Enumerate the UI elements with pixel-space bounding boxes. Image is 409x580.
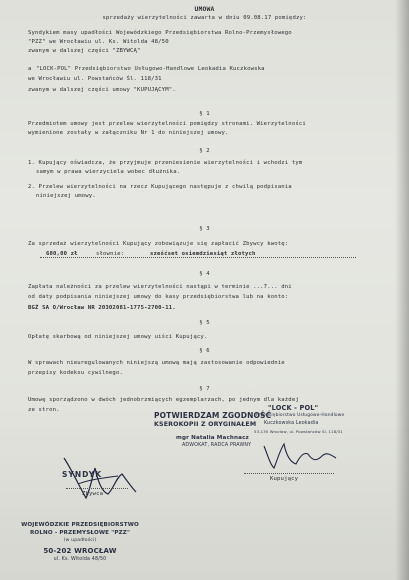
section-3-line-1: Za sprzedaż wierzytelności Kupujący zobowiązuje się zapłacić Zbywcy kwotę: xyxy=(28,241,289,247)
section-5-title: § 5 xyxy=(199,320,210,326)
seller-company-line-5: ul. Ks. Witolda 48/50 xyxy=(53,557,107,562)
section-7-line-2: ze stron. xyxy=(28,407,60,413)
section-2-item-1-line-1: 1. Kupujący oświadcza, że przyjmuje przeniesienie wierzytelności i wchodzi tym xyxy=(28,160,303,166)
page-shadow xyxy=(395,0,409,580)
section-4-line-1: Zapłata należności za przelew wierzytelności nastąpi w terminie ...7... dni xyxy=(28,284,292,290)
section-1-title: § 1 xyxy=(199,111,210,117)
seller-line-3: zwanym w dalszej części "ZBYWCĄ" xyxy=(28,48,141,54)
seller-signature-line xyxy=(66,488,128,489)
buyer-line-2: we Wrocławiu ul. Powstańców Śl. 118/31 xyxy=(28,76,162,82)
section-2-item-2-line-2: niniejszej umowy. xyxy=(36,193,96,199)
section-6-line-2: przepisy kodeksu cywilnego. xyxy=(28,370,123,376)
syndyk-stamp-title: SYNDYK xyxy=(62,470,103,479)
price-words-label: słownie: xyxy=(96,251,125,257)
lock-pol-stamp-line-2: Kuczkowska Leokadia xyxy=(264,421,319,426)
section-7-line-1: Umowę sporządzono w dwóch jednobrzmiących egzemplarzach, po jednym dla każdej xyxy=(28,397,299,403)
seller-company-line-3: (w upadłości) xyxy=(63,538,97,543)
certify-line-1: POTWIERDZAM ZGODNOŚĆ xyxy=(154,411,272,420)
section-1-line-2: wymienione zostały w załączniku Nr 1 do niniejszej umowy. xyxy=(28,130,229,136)
section-6-title: § 6 xyxy=(199,348,210,354)
price-amount: 680,00 zł xyxy=(46,251,78,257)
buyer-line-1: "LOCK-POL" Przedsiębiorstwo Usługowo-Handlowe Leokadia Kuczkowska xyxy=(36,66,265,72)
lock-pol-stamp-title: "LOCK - POL" xyxy=(268,404,319,412)
seller-company-line-1: WOJEWÓDZKIE PRZEDSIĘBIORSTWO xyxy=(21,522,139,528)
lock-pol-stamp-line-3: 53-135 Wrocław, ul. Powstańców Śl. 118/31 xyxy=(254,429,343,434)
section-2-title: § 2 xyxy=(199,148,210,154)
price-dotted-line xyxy=(40,257,356,258)
section-2-item-2-line-1: 2. Przelew wierzytelności na rzecz Kupującego następuje z chwilą podpisania xyxy=(28,184,292,190)
seller-caption: Zbywca xyxy=(82,491,104,497)
seller-signature xyxy=(58,448,138,510)
section-2-item-1-line-2: samym w prawa wierzyciela wobec dłużnika. xyxy=(36,169,181,175)
conjunction-a: a xyxy=(28,66,32,72)
certify-line-2: KSEROKOPII Z ORYGINAŁEM xyxy=(154,421,257,428)
section-4-line-2: od daty podpisania niniejszej umowy do kasy przedsiębiorstwa lub na konto: xyxy=(28,294,289,300)
price-in-words: sześćset osiemdziesiąt złotych xyxy=(150,251,256,257)
lawyer-title: ADWOKAT, RADCA PRAWNY xyxy=(182,443,252,448)
lawyer-name: mgr Natalia Machnacz xyxy=(176,435,249,441)
document-title: UMOWA xyxy=(194,5,215,13)
seller-company-line-2: ROLNO - PRZEMYSŁOWE "PZZ" xyxy=(29,530,131,536)
section-4-title: § 4 xyxy=(199,271,210,277)
bank-account: BGŻ SA O/Wrocław NR 20302081-1775-2700-11. xyxy=(28,305,176,311)
seller-line-1: Syndykiem masy upadłości Wojewódzkiego Przedsiębiorstwa Rolno-Przemysłowego xyxy=(28,30,292,36)
buyer-signature-line xyxy=(244,473,334,474)
section-1-line-1: Przedmiotem umowy jest przelew wierzytelności pomiędzy stronami. Wierzytelności xyxy=(28,121,306,127)
seller-company-line-4: 50-202 WROCŁAW xyxy=(43,547,117,555)
seller-line-2: "PZZ" we Wrocławiu ul. Ks. Witolda 48/50 xyxy=(28,39,169,45)
buyer-line-3: zwanym w dalszej części umowy "KUPUJĄCYM". xyxy=(28,87,176,93)
buyer-signature xyxy=(254,436,344,476)
document-subtitle: sprzedaży wierzytelności zawarta w dniu 09.08.17 pomiędzy: xyxy=(102,15,307,21)
lock-pol-stamp-line-1: Przedsiębiorstwo Usługowo-Handlowe xyxy=(256,413,345,418)
section-3-title: § 3 xyxy=(199,226,210,232)
section-6-line-1: W sprawach nieuregulowanych niniejszą umową mają zastosowanie odpowiednie xyxy=(28,360,285,366)
section-7-title: § 7 xyxy=(199,386,210,392)
section-5-line-1: Opłatę skarbową od niniejszej umowy uiści Kupujący. xyxy=(28,334,208,340)
buyer-caption: Kupujący xyxy=(270,476,299,482)
